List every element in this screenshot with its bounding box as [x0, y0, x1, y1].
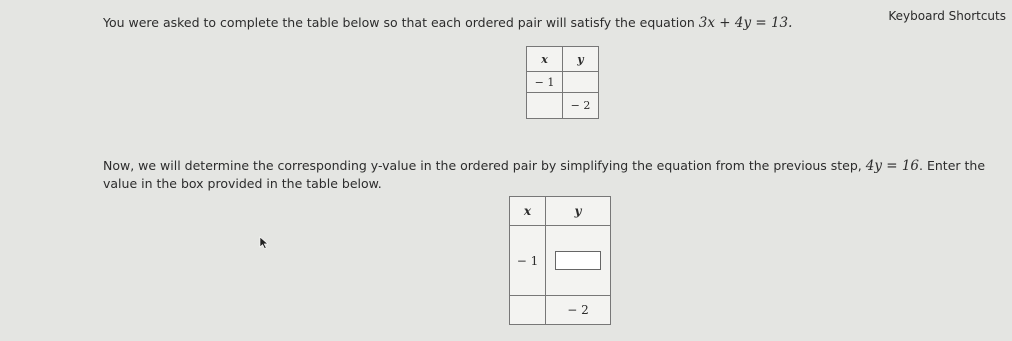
equation-4y-16: 4y = 16	[865, 158, 920, 174]
answer-table-header-y: y	[546, 197, 611, 226]
given-table-header-x: x	[527, 47, 563, 72]
keyboard-shortcuts-link[interactable]: Keyboard Shortcuts	[888, 9, 1006, 23]
answer-table-header-x: x	[510, 197, 546, 226]
answer-table-cell-x: − 1	[510, 226, 546, 296]
step-instruction-text	[103, 157, 998, 192]
mouse-pointer-icon	[259, 236, 271, 250]
given-table-cell	[563, 72, 599, 93]
given-table	[526, 46, 599, 119]
given-table-cell: − 2	[563, 93, 599, 119]
answer-table-cell-y: − 2	[546, 296, 611, 325]
given-table-cell: − 1	[527, 72, 563, 93]
instruction-text-body: You were asked to complete the table below so that each ordered pair will satisfy the equation	[103, 15, 699, 30]
step-text-after: . Enter the value in the box provided in the table below.	[103, 158, 986, 191]
answer-table	[509, 196, 611, 325]
y-value-input-box[interactable]	[555, 251, 601, 270]
answer-table-cell-y	[546, 226, 611, 296]
given-table-cell	[527, 93, 563, 119]
instruction-text	[103, 15, 792, 31]
equation-3x-4y-13: 3x + 4y = 13.	[698, 15, 793, 31]
given-table-header-y: y	[563, 47, 599, 72]
answer-table-cell-x	[510, 296, 546, 325]
step-text-before: Now, we will determine the corresponding y-value in the ordered pair by simplifying the equation from the previous step,	[103, 158, 866, 173]
